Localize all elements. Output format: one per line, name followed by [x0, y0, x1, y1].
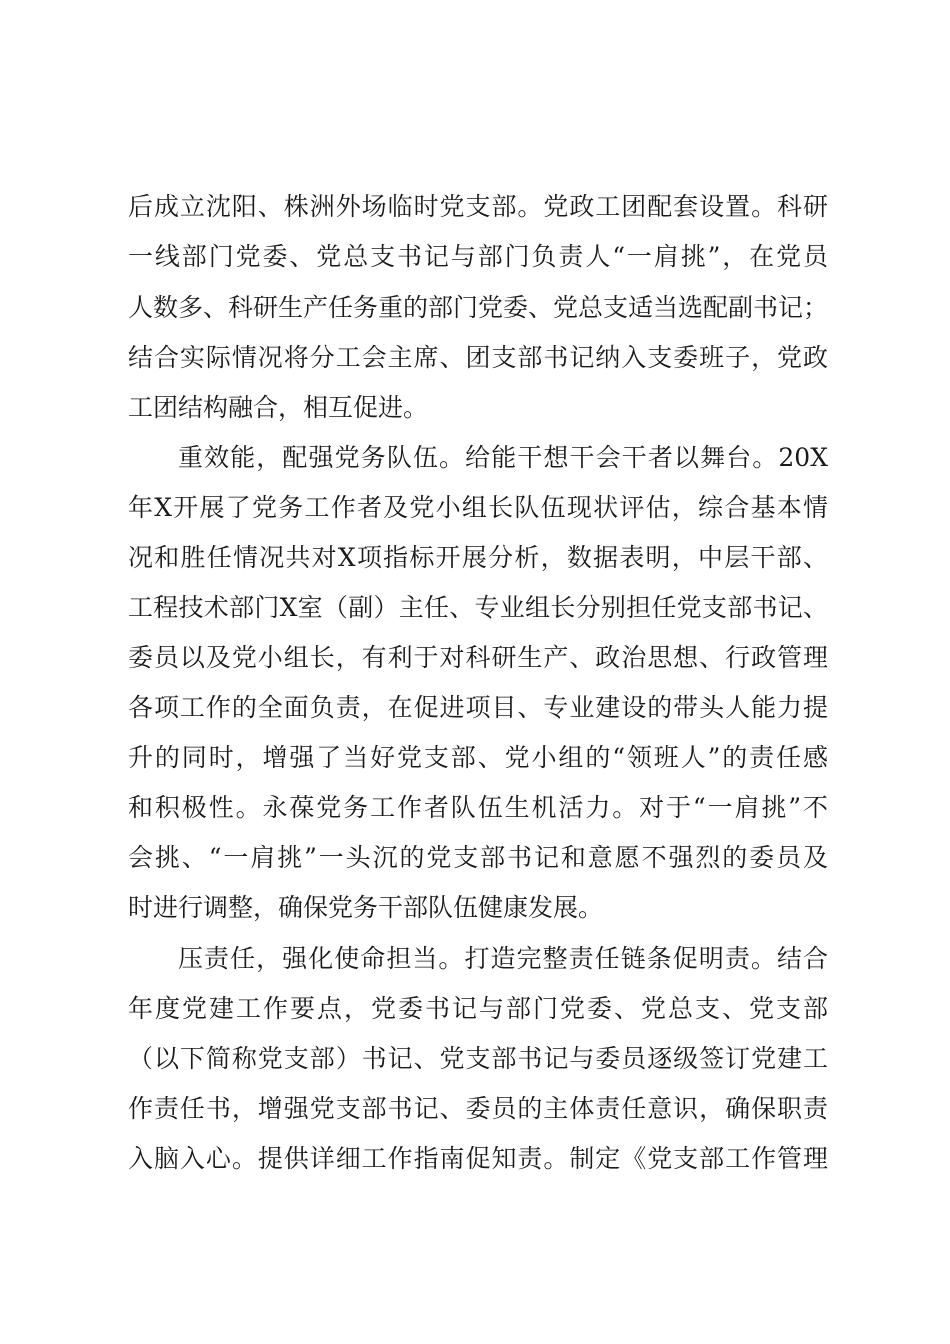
text-line: 况和胜任情况共对X项指标开展分析，数据表明，中层干部、 [128, 543, 828, 572]
text-line: 年X开展了党务工作者及党小组长队伍现状评估，综合基本情 [128, 493, 828, 522]
text-line: 入脑入心。提供详细工作指南促知责。制定《党支部工作管理 [128, 1144, 828, 1173]
text-line: 一线部门党委、党总支书记与部门负责人“一肩挑”，在党员 [128, 242, 828, 271]
text-line: 重效能，配强党务队伍。给能干想干会干者以舞台。20X [178, 443, 828, 472]
text-line: 时进行调整，确保党务干部队伍健康发展。 [128, 893, 604, 922]
text-line: 升的同时，增强了当好党支部、党小组的“领班人”的责任感 [128, 743, 828, 772]
text-line: 各项工作的全面负责，在促进项目、专业建设的带头人能力提 [128, 693, 828, 722]
text-line: 和积极性。永葆党务工作者队伍生机活力。对于“一肩挑”不 [128, 793, 828, 822]
text-line: 会挑、“一肩挑”一头沉的党支部书记和意愿不强烈的委员及 [128, 843, 828, 872]
text-line: 后成立沈阳、株洲外场临时党支部。党政工团配套设置。科研 [128, 192, 828, 221]
text-line: 年度党建工作要点，党委书记与部门党委、党总支、党支部 [128, 994, 828, 1023]
text-line: 工团结构融合，相互促进。 [128, 393, 429, 422]
text-line: 压责任，强化使命担当。打造完整责任链条促明责。结合 [178, 944, 828, 973]
text-line: （以下简称党支部）书记、党支部书记与委员逐级签订党建工 [128, 1044, 828, 1073]
text-line: 结合实际情况将分工会主席、团支部书记纳入支委班子，党政 [128, 343, 828, 372]
text-line: 人数多、科研生产任务重的部门党委、党总支适当选配副书记； [128, 293, 829, 322]
text-line: 工程技术部门X室（副）主任、专业组长分别担任党支部书记、 [128, 593, 828, 622]
text-line: 作责任书，增强党支部书记、委员的主体责任意识，确保职责 [128, 1094, 828, 1123]
text-line: 委员以及党小组长，有利于对科研生产、政治思想、行政管理 [128, 643, 828, 672]
